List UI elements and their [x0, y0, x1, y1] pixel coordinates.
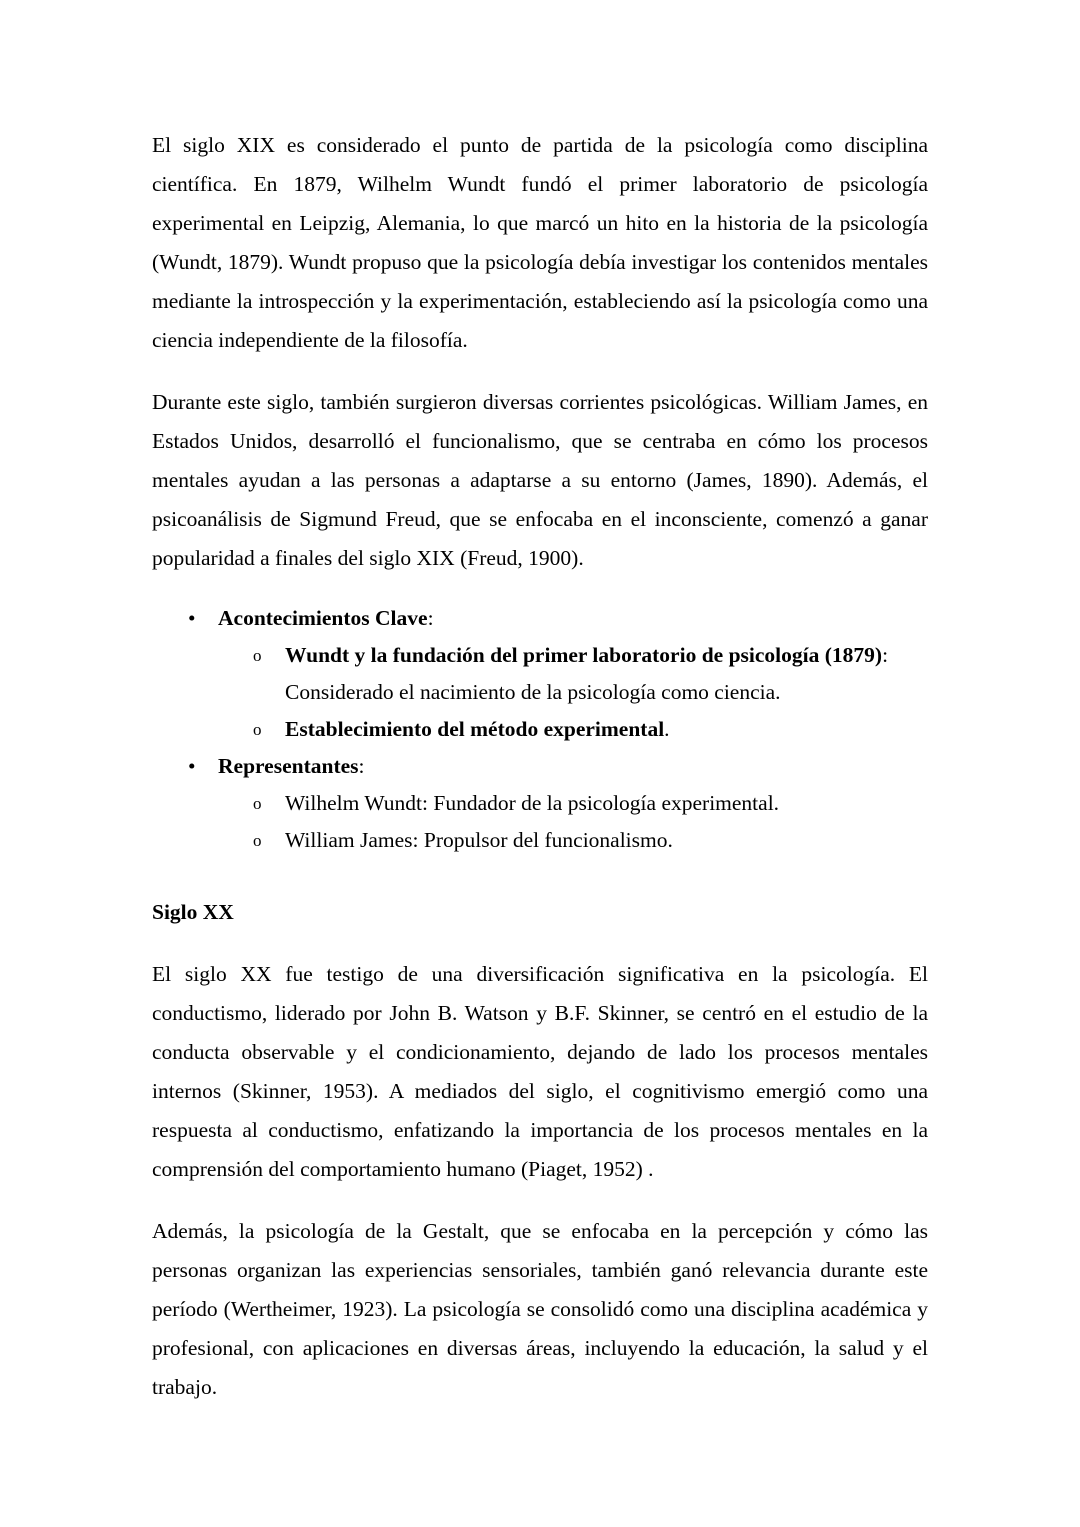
heading-bottom-spacer [152, 932, 928, 955]
heading-top-spacer [152, 859, 928, 893]
list-item-representantes [152, 748, 928, 785]
sub-bullet-icon: o [253, 646, 262, 665]
list-item-label-suffix: : [358, 754, 365, 778]
bullet-icon: • [188, 606, 196, 630]
sublist-item-bold-text: Establecimiento del método experimental [285, 717, 665, 741]
sublist-item-continuation: William James: Propulsor del funcionalismo. [285, 828, 673, 852]
key-events-list [152, 600, 928, 859]
bullet-icon: • [188, 754, 196, 778]
document-body [152, 126, 928, 1407]
sub-bullet-icon: o [253, 720, 262, 739]
paragraph-siglo-xix-intro: El siglo XIX es considerado el punto de partida de la psicología como disciplina científica. En 1879, Wilhelm Wundt fundó el primer laboratorio de psicología experimental en Leipzig, Alemania, lo que marcó un hito en la historia de la psicología (Wundt, 1879). Wundt propuso que la psicología debía investigar los contenidos mentales mediante la introspección y la experimentación, estableciendo así la psicología como una ciencia independiente de la filosofía. [152, 133, 928, 352]
page-title-siglo-xx: Siglo XX [152, 900, 234, 924]
sublist-item-suffix: . [664, 717, 670, 741]
paragraph-gestalt: Además, la psicología de la Gestalt, que se enfocaba en la percepción y cómo las personas organizan las experiencias sensoriales, también ganó relevancia durante este período (Wertheimer, 1923). La psicología se consolidó como una disciplina académica y profesional, con aplicaciones en diversas áreas, incluyendo la educación, la salud y el trabajo. [152, 1219, 928, 1399]
sublist-item-continuation: Considerado el nacimiento de la psicología como ciencia. [285, 680, 781, 704]
sublist-item-metodo-experimental [152, 711, 928, 748]
sublist-item-wilhelm-wundt [152, 785, 928, 822]
list-top-spacer [152, 578, 928, 600]
list-item-label: Acontecimientos Clave [218, 606, 428, 630]
sub-bullet-icon: o [253, 831, 262, 850]
paragraph-corrientes-psicologicas: Durante este siglo, también surgieron diversas corrientes psicológicas. William James, en Estados Unidos, desarrolló el funcionalismo, que se centraba en cómo los procesos mentales ayudan a las personas a adaptarse a su entorno (James, 1890). Además, el psicoanálisis de Sigmund Freud, que se enfocaba en el inconsciente, comenzó a ganar popularidad a finales del siglo XIX (Freud, 1900). [152, 390, 928, 570]
sublist-item-suffix: : [882, 643, 889, 667]
list-item-acontecimientos-clave [152, 600, 928, 637]
list-item-label: Representantes [218, 754, 359, 778]
sublist-item-continuation: Wilhelm Wundt: Fundador de la psicología experimental. [285, 791, 780, 815]
paragraph-siglo-xx-conductismo: El siglo XX fue testigo de una diversificación significativa en la psicología. El conductismo, liderado por John B. Watson y B.F. Skinner, se centró en el estudio de la conducta observable y el condicionamiento, dejando de lado los procesos mentales internos (Skinner, 1953). A mediados del siglo, el cognitivismo emergió como una respuesta al conductismo, enfatizando la importancia de los procesos mentales en la comprensión del comportamiento humano (Piaget, 1952) . [152, 962, 928, 1181]
sublist-item-william-james [152, 822, 928, 859]
list-item-label-suffix: : [427, 606, 434, 630]
sublist-item-wundt-fundacion [152, 637, 928, 711]
sub-bullet-icon: o [253, 794, 262, 813]
sublist-item-bold-text: Wundt y la fundación del primer laboratorio de psicología (1879) [285, 643, 883, 667]
